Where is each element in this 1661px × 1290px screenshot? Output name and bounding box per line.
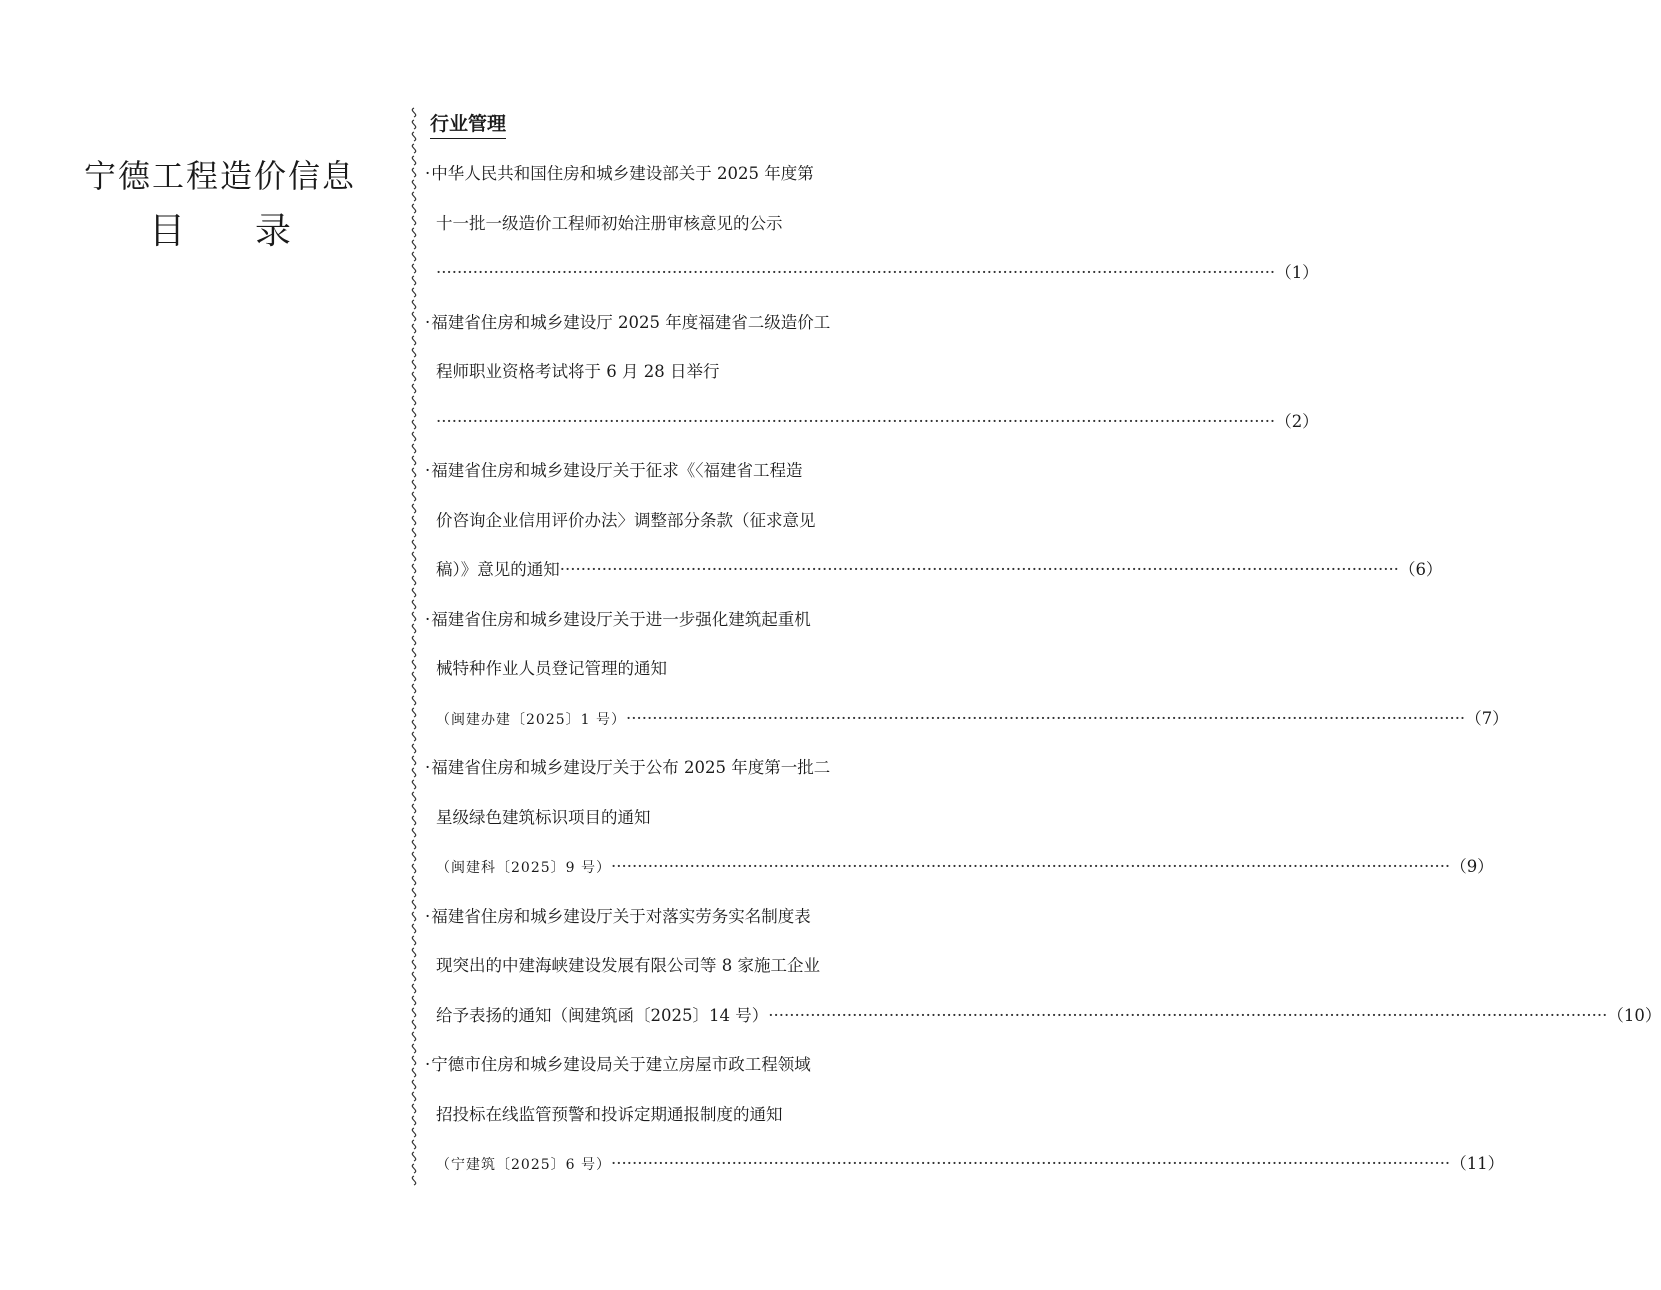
entry-line-1: 中华人民共和国住房和城乡建设部关于 2025 年度第	[431, 164, 814, 183]
toc-entry[interactable]: ·福建省住房和城乡建设厅关于对落实劳务实名制度表 现突出的中建海峡建设发展有限公司等 8 家施工企业 给予表扬的通知（闽建筑函〔2025〕14 号） ································································································································································ （10）	[430, 892, 860, 1041]
leader-dots: ································································································································································	[626, 708, 1466, 728]
toc-heading-char-1: 目	[148, 211, 185, 252]
toc-heading	[60, 204, 380, 260]
entry-line-2: 十一批一级造价工程师初始注册审核意见的公示	[436, 213, 783, 233]
entry-page-number: （6）	[1398, 560, 1443, 579]
toc-entry[interactable]: ·福建省住房和城乡建设厅关于进一步强化建筑起重机 械特种作业人员登记管理的通知 （闽建办建〔2025〕1 号） ································································································································································ （7）	[430, 595, 860, 744]
publication-name: 宁德工程造价信息	[83, 157, 356, 195]
section-title: 行业管理	[430, 110, 506, 139]
entry-line-2: 械特种作业人员登记管理的通知	[436, 659, 667, 678]
leader-dots: ································································································································································	[768, 1005, 1608, 1025]
entry-line-1: 福建省住房和城乡建设厅关于进一步强化建筑起重机	[431, 609, 811, 629]
toc-entry[interactable]: ·福建省住房和城乡建设厅 2025 年度福建省二级造价工 程师职业资格考试将于 6 月 28 日举行 ································································································································································ （2）	[430, 298, 860, 447]
entry-line-1: 福建省住房和城乡建设厅 2025 年度福建省二级造价工	[431, 312, 831, 332]
entry-line-2: 价咨询企业信用评价办法〉调整部分条款（征求意见	[436, 510, 816, 530]
leader-dots: ································································································································································	[611, 1154, 1451, 1173]
leader-dots: ································································································································································	[611, 857, 1451, 876]
decorative-chain-divider	[406, 108, 422, 1180]
entry-line-2: 现突出的中建海峡建设发展有限公司等 8 家施工企业	[436, 956, 820, 975]
leader-dots: ································································································································································	[559, 560, 1399, 579]
entry-page-number: （1）	[1275, 263, 1319, 282]
entry-page-number: （2）	[1275, 411, 1319, 431]
toc-entry[interactable]: ·中华人民共和国住房和城乡建设部关于 2025 年度第 十一批一级造价工程师初始注册审核意见的公示 ································································································································································ （1）	[430, 149, 860, 298]
toc-list	[425, 110, 1661, 1189]
entry-document-number: （闽建科〔2025〕9 号）	[436, 860, 611, 876]
entry-page-number: （10）	[1607, 1005, 1661, 1025]
publication-title-block	[60, 150, 380, 260]
toc-entry[interactable]: ·福建省住房和城乡建设厅关于征求《〈福建省工程造 价咨询企业信用评价办法〉调整部分条款（征求意见 稿）》意见的通知 ································································································································································ （6）	[430, 446, 860, 595]
entry-page-number: （9）	[1450, 857, 1494, 876]
entry-line-1: 宁德市住房和城乡建设局关于建立房屋市政工程领域	[431, 1055, 811, 1074]
entry-page-number: （7）	[1465, 708, 1509, 728]
entry-line-3: 给予表扬的通知（闽建筑函〔2025〕14 号）	[436, 1005, 769, 1025]
entry-line-1: 福建省住房和城乡建设厅关于对落实劳务实名制度表	[431, 906, 811, 926]
leader-dots: ································································································································································	[436, 411, 1276, 431]
entry-document-number: （宁建筑〔2025〕6 号）	[436, 1157, 611, 1173]
leader-dots: ································································································································································	[436, 263, 1276, 282]
entry-document-number: （闽建办建〔2025〕1 号）	[436, 711, 626, 728]
toc-heading-char-2: 录	[255, 211, 292, 252]
entry-line-3: 稿）》意见的通知	[436, 560, 560, 579]
toc-entry[interactable]: ·宁德市住房和城乡建设局关于建立房屋市政工程领域 招投标在线监管预警和投诉定期通报制度的通知 （宁建筑〔2025〕6 号） ································································································································································ （11）	[430, 1040, 860, 1189]
entry-page-number: （11）	[1450, 1154, 1505, 1173]
entry-line-1: 福建省住房和城乡建设厅关于征求《〈福建省工程造	[431, 461, 803, 480]
entry-line-2: 招投标在线监管预警和投诉定期通报制度的通知	[436, 1104, 783, 1124]
toc-entry[interactable]: ·福建省住房和城乡建设厅关于公布 2025 年度第一批二 星级绿色建筑标识项目的通知 （闽建科〔2025〕9 号） ································································································································································ （9）	[430, 743, 860, 892]
entry-line-1: 福建省住房和城乡建设厅关于公布 2025 年度第一批二	[431, 758, 831, 777]
entry-line-2: 程师职业资格考试将于 6 月 28 日举行	[436, 362, 720, 381]
entry-line-2: 星级绿色建筑标识项目的通知	[436, 807, 651, 827]
